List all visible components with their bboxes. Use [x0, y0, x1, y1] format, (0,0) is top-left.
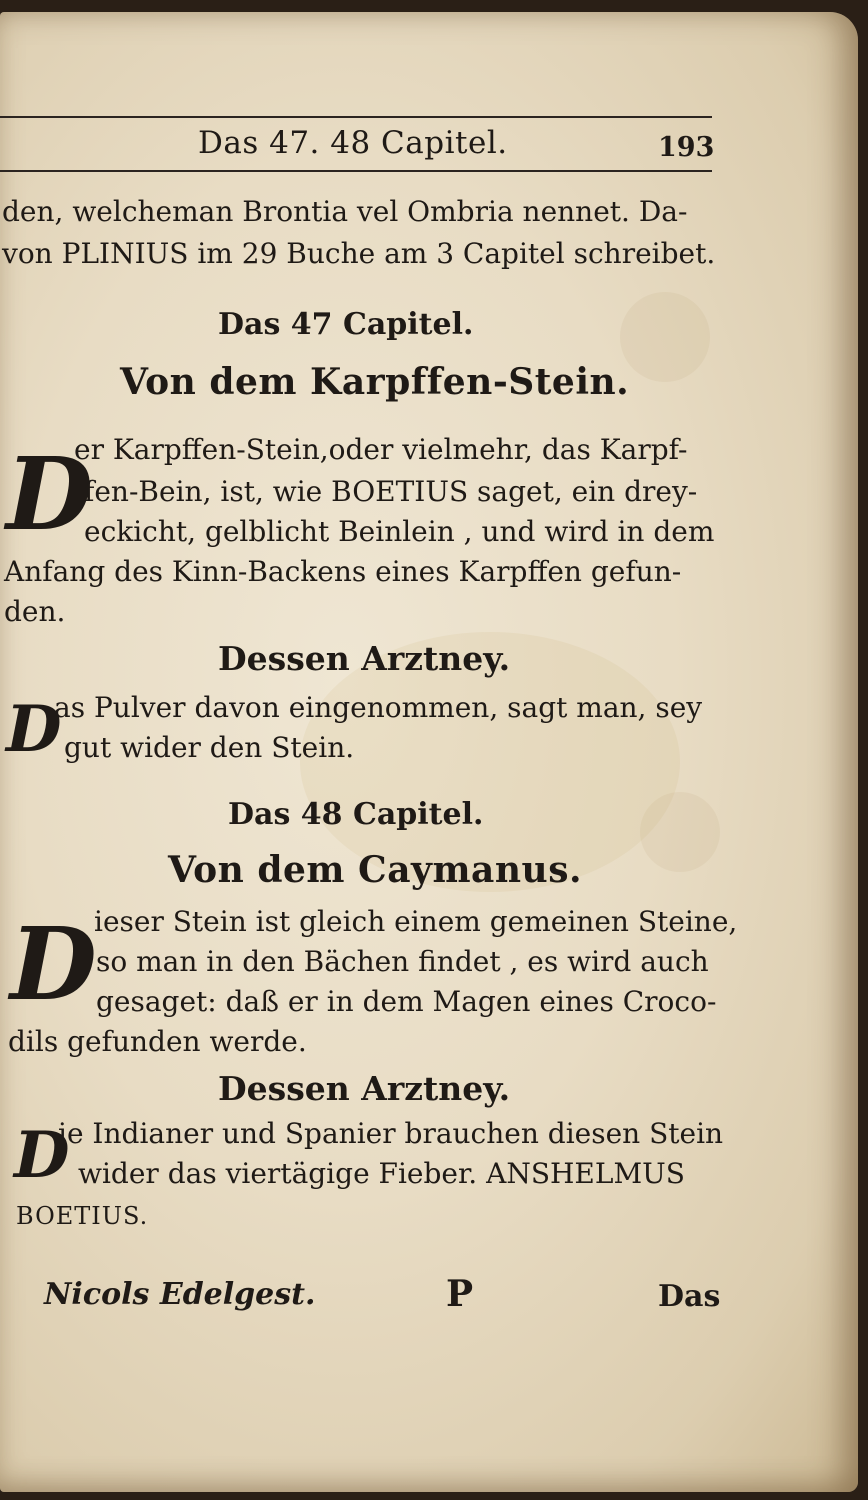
drop-cap: D: [6, 435, 93, 553]
chapter-48-number: Das 48 Capitel.: [228, 797, 484, 832]
chapter-47-number: Das 47 Capitel.: [218, 307, 474, 342]
drop-cap: D: [14, 1118, 70, 1193]
running-head: Das 47. 48 Capitel.: [198, 125, 508, 161]
header-rule-top: [0, 116, 712, 118]
paragraph-line: eckicht, gelblicht Beinlein , und wird in dem: [84, 515, 715, 548]
catchword: Das: [658, 1279, 721, 1314]
owner-signature: Nicols Edelgest.: [44, 1277, 316, 1312]
remedy-heading: Dessen Arztney.: [218, 1069, 511, 1108]
paragraph-line: BOETIUS.: [16, 1202, 149, 1230]
paragraph-line: ie Indianer und Spanier brauchen diesen Stein: [58, 1117, 724, 1150]
remedy-heading: Dessen Arztney.: [218, 639, 511, 678]
chapter-47-title: Von dem Karpffen-Stein.: [120, 361, 630, 403]
paragraph-line: so man in den Bächen findet , es wird auch: [96, 945, 709, 978]
paragraph-line: den.: [4, 595, 66, 628]
drop-cap: D: [6, 692, 62, 767]
paragraph-line: gut wider den Stein.: [64, 731, 355, 764]
foxing-stain: [620, 292, 710, 382]
book-page: [0, 12, 858, 1492]
paragraph-line: Anfang des Kinn-Backens eines Karpffen gefun-: [4, 555, 682, 588]
chapter-48-title: Von dem Caymanus.: [168, 849, 583, 891]
paragraph-line: wider das viertägige Fieber. ANSHELMUS: [78, 1157, 685, 1190]
paragraph-line: ieser Stein ist gleich einem gemeinen Steine,: [94, 905, 738, 938]
page-number: 193: [658, 132, 715, 163]
paragraph-line: dils gefunden werde.: [8, 1025, 307, 1058]
drop-cap: D: [10, 905, 97, 1023]
intro-line: von PLINIUS im 29 Buche am 3 Capitel schreibet.: [2, 237, 716, 270]
signature-mark: P: [446, 1273, 474, 1315]
header-rule-bottom: [0, 170, 712, 172]
paragraph-line: gesaget: daß er in dem Magen eines Croco-: [96, 985, 717, 1018]
intro-line: den, welcheman Brontia vel Ombria nennet. Da-: [2, 195, 688, 228]
paragraph-line: as Pulver davon eingenommen, sagt man, sey: [54, 691, 703, 724]
paragraph-line: fen-Bein, ist, wie BOETIUS saget, ein drey-: [84, 475, 698, 508]
paragraph-line: er Karpffen-Stein,oder vielmehr, das Karpf-: [74, 433, 688, 466]
